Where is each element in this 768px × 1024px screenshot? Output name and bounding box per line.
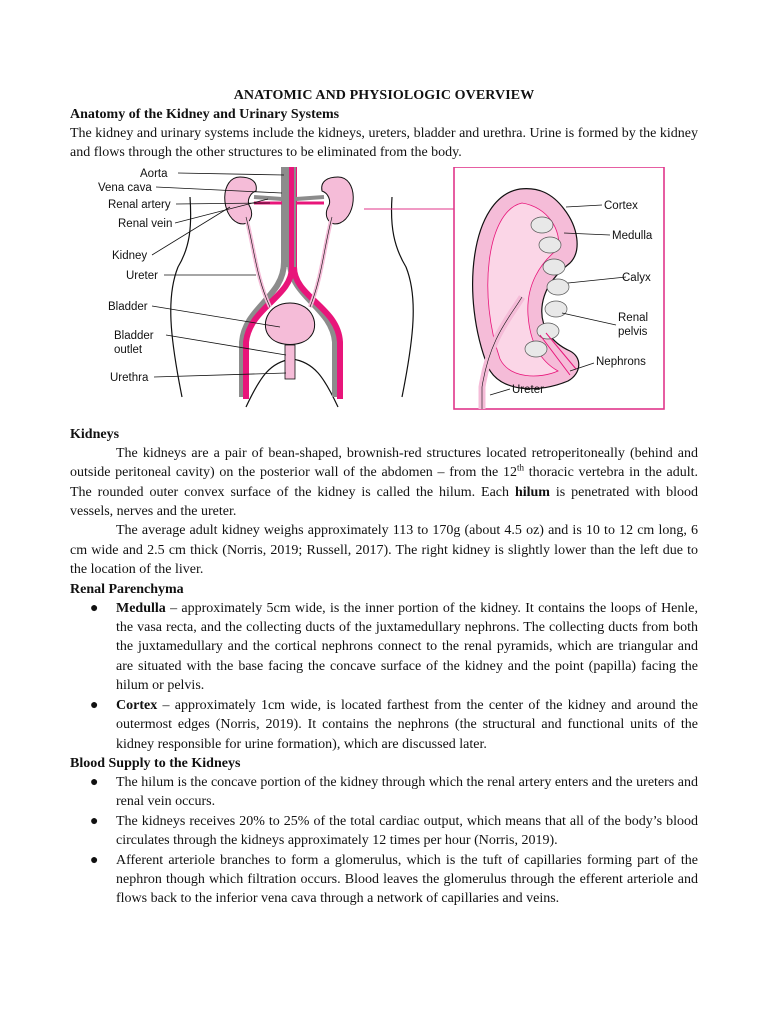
label-renal-artery: Renal artery	[108, 198, 171, 211]
kidneys-p1-text-b: thoracic vertebra in the adult. The rounded outer convex surface of the kidney is called the hilum. Each	[70, 465, 698, 500]
urethra-shape	[285, 345, 295, 379]
document-title: ANATOMIC AND PHYSIOLOGIC OVERVIEW	[233, 88, 535, 103]
section-heading-kidneys: Kidneys	[70, 426, 120, 442]
label-inset-ureter: Ureter	[512, 383, 544, 396]
label-aorta: Aorta	[140, 167, 168, 180]
left-kidney-shape	[225, 177, 257, 224]
label-cortex: Cortex	[604, 199, 638, 212]
bullet-icon: ●	[90, 813, 99, 829]
label-renal-pelvis-line2: pelvis	[618, 325, 648, 338]
bullet-icon: ●	[90, 852, 99, 868]
list-item	[70, 851, 698, 909]
kidneys-p1-text-c: is penetrated with blood vessels, nerves and the ureter.	[70, 484, 698, 520]
list-item-text: The kidneys receives 20% to 25% of the total cardiac output, which means that all of the body’s blood circulates through the kidneys approximately 12 times per hour (Norris, 2019).	[116, 813, 698, 849]
section-heading-anatomy: Anatomy of the Kidney and Urinary Systems	[70, 107, 340, 122]
kidneys-p1-superscript: th	[516, 462, 524, 473]
left-renal-vein-shape	[254, 197, 282, 199]
list-item	[70, 773, 698, 812]
bullet-icon: ●	[90, 774, 99, 790]
list-item-text: The hilum is the concave portion of the kidney through which the renal artery enters and the ureters and renal vein occurs.	[116, 774, 698, 810]
list-item-term: Cortex	[116, 697, 158, 713]
label-bladder: Bladder	[108, 300, 148, 313]
left-ureter-shape	[246, 217, 270, 307]
bladder-shape	[265, 303, 314, 345]
bullet-icon: ●	[90, 697, 99, 713]
list-item-text: – approximately 5cm wide, is the inner portion of the kidney. It contains the loops of Henle, the vasa recta, and the collecting ducts of the juxtamedullary nephrons. The collecting ducts from both the juxtamedullary and the cortical nephrons connect to the renal pyramids, which are triangular and are situated with the base facing the concave surface of the kidney and the point (papilla) facing the hilum or pelvis.	[116, 600, 698, 694]
list-item-text: Afferent arteriole branches to form a glomerulus, which is the tuft of capillaries forming part of the nephron though which filtration occurs. Blood leaves the glomerulus through the efferent arteriole and flows back to the inferior vena cava through a network of capillaries and veins.	[116, 852, 698, 907]
bullet-icon: ●	[90, 600, 99, 616]
intro-paragraph: The kidney and urinary systems include the kidneys, ureters, bladder and urethra. Urine is formed by the kidney and flows through the other structures to be eliminated from the body.	[70, 126, 698, 161]
list-item	[70, 599, 698, 696]
label-urethra: Urethra	[110, 371, 149, 384]
label-renal-vein: Renal vein	[118, 217, 173, 230]
right-renal-vein-shape	[296, 197, 324, 199]
aorta-core-shape	[289, 167, 294, 267]
kidneys-p1-text-a: The kidneys are a pair of bean-shaped, brownish-red structures located retroperitoneally (behind and outside peritoneal cavity) on the posterior wall of the abdomen – from the 12	[70, 445, 698, 481]
body-outline-right	[392, 197, 414, 397]
label-bladder-outlet-line1: Bladder	[114, 329, 154, 342]
section-heading-parenchyma: Renal Parenchyma	[70, 581, 184, 597]
label-vena-cava: Vena cava	[98, 181, 152, 194]
urinary-system-figure	[70, 167, 698, 423]
label-kidney: Kidney	[112, 249, 148, 262]
blood-supply-list	[70, 773, 698, 909]
kidneys-paragraph-1	[70, 444, 698, 522]
list-item-term: Medulla	[116, 600, 166, 616]
parenchyma-list	[70, 599, 698, 754]
label-calyx: Calyx	[622, 271, 651, 284]
label-nephrons: Nephrons	[596, 355, 646, 368]
section-heading-blood-supply: Blood Supply to the Kidneys	[70, 755, 241, 771]
label-renal-pelvis-line1: Renal	[618, 311, 649, 324]
list-item-text: – approximately 1cm wide, is located farthest from the center of the kidney and around the outermost edges (Norris, 2019). It contains the nephrons (the structural and functional units of the kidney responsible for urine formation), which are discussed later.	[116, 697, 698, 752]
body-outline-left	[171, 197, 191, 397]
label-medulla: Medulla	[612, 229, 653, 242]
document-page	[70, 86, 698, 909]
list-item	[70, 812, 698, 851]
kidneys-paragraph-2: The average adult kidney weighs approximately 113 to 170g (about 4.5 oz) and is 10 to 12 cm long, 6 cm wide and 2.5 cm thick (Norris, 2019; Russell, 2017). The right kidney is slightly lower than the left due to the location of the liver.	[70, 523, 698, 578]
list-item	[70, 696, 698, 754]
kidneys-p1-bold-term: hilum	[514, 484, 550, 500]
right-kidney-shape	[322, 177, 354, 224]
label-ureter: Ureter	[126, 269, 158, 282]
urinary-system-diagram	[70, 167, 698, 423]
label-bladder-outlet-line2: outlet	[114, 343, 143, 356]
